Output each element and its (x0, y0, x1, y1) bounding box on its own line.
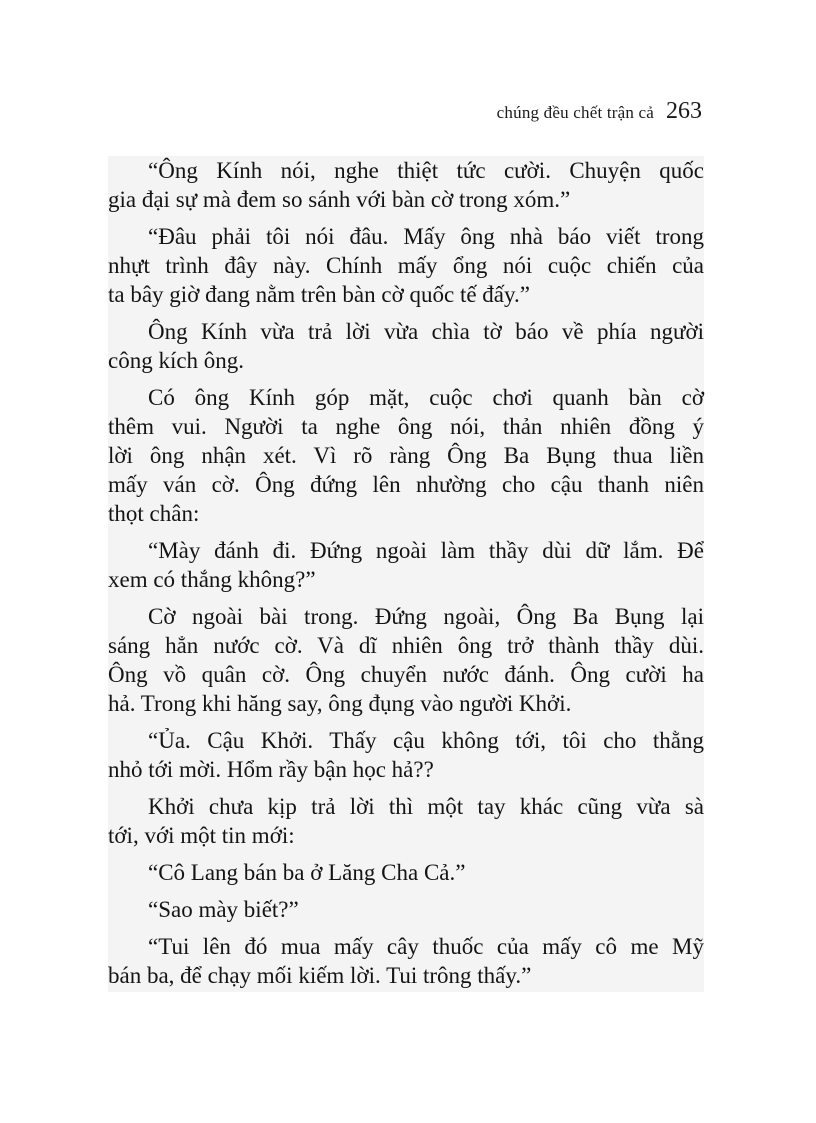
paragraph (108, 932, 704, 990)
text-line: Có ông Kính góp mặt, cuộc chơi quanh bàn cờ (148, 385, 704, 410)
page-number: 263 (666, 98, 702, 124)
paragraph (108, 792, 704, 850)
paragraph (108, 895, 704, 924)
page-header (497, 98, 702, 125)
text-line: “Mày đánh đi. Đứng ngoài làm thầy dùi dữ lắm. Để (148, 538, 704, 563)
text-line: Ông vồ quân cờ. Ông chuyển nước đánh. Ông cười ha (108, 662, 704, 687)
text-line: “Sao mày biết?” (148, 897, 299, 922)
text-line: “Ủa. Cậu Khởi. Thấy cậu không tới, tôi cho thằng (148, 728, 704, 753)
body-text (108, 156, 704, 992)
text-line: Khởi chưa kịp trả lời thì một tay khác cũng vừa sà (148, 794, 704, 819)
paragraph (108, 222, 704, 309)
paragraph (108, 726, 704, 784)
text-line: nhựt trình đây này. Chính mấy ổng nói cuộc chiến của (108, 253, 704, 278)
text-line: thọt chân: (108, 501, 200, 526)
text-line: Cờ ngoài bài trong. Đứng ngoài, Ông Ba Bụng lại (148, 604, 704, 629)
paragraph (108, 602, 704, 718)
text-line: mấy ván cờ. Ông đứng lên nhường cho cậu thanh niên (108, 472, 704, 497)
text-line: Ông Kính vừa trả lời vừa chìa tờ báo về phía người (148, 319, 704, 344)
text-line: ta bây giờ đang nằm trên bàn cờ quốc tế đấy.” (108, 282, 530, 307)
text-line: lời ông nhận xét. Vì rõ ràng Ông Ba Bụng thua liền (108, 443, 704, 468)
text-line: xem có thắng không?” (108, 567, 316, 592)
text-line: công kích ông. (108, 348, 245, 373)
text-line: tới, với một tin mới: (108, 823, 295, 848)
text-line: bán ba, để chạy mối kiếm lời. Tui trông thấy.” (108, 963, 532, 988)
text-line: nhỏ tới mời. Hổm rầy bận học hả?? (108, 757, 434, 782)
text-line: gia đại sự mà đem so sánh với bàn cờ trong xóm.” (108, 187, 571, 212)
text-line: “Ông Kính nói, nghe thiệt tức cười. Chuyện quốc (148, 158, 704, 183)
paragraph (108, 317, 704, 375)
paragraph (108, 858, 704, 887)
text-line: “Đâu phải tôi nói đâu. Mấy ông nhà báo viết trong (148, 224, 704, 249)
paragraph (108, 383, 704, 528)
paragraph (108, 536, 704, 594)
text-line: “Tui lên đó mua mấy cây thuốc của mấy cô me Mỹ (148, 934, 704, 959)
text-line: sáng hẳn nước cờ. Và dĩ nhiên ông trở thành thầy dùi. (108, 633, 704, 658)
text-line: “Cô Lang bán ba ở Lăng Cha Cả.” (148, 860, 466, 885)
paragraph (108, 156, 704, 214)
text-line: thêm vui. Người ta nghe ông nói, thản nhiên đồng ý (108, 414, 704, 439)
text-line: hả. Trong khi hăng say, ông đụng vào người Khởi. (108, 691, 572, 716)
running-title: chúng đều chết trận cả (496, 103, 654, 122)
